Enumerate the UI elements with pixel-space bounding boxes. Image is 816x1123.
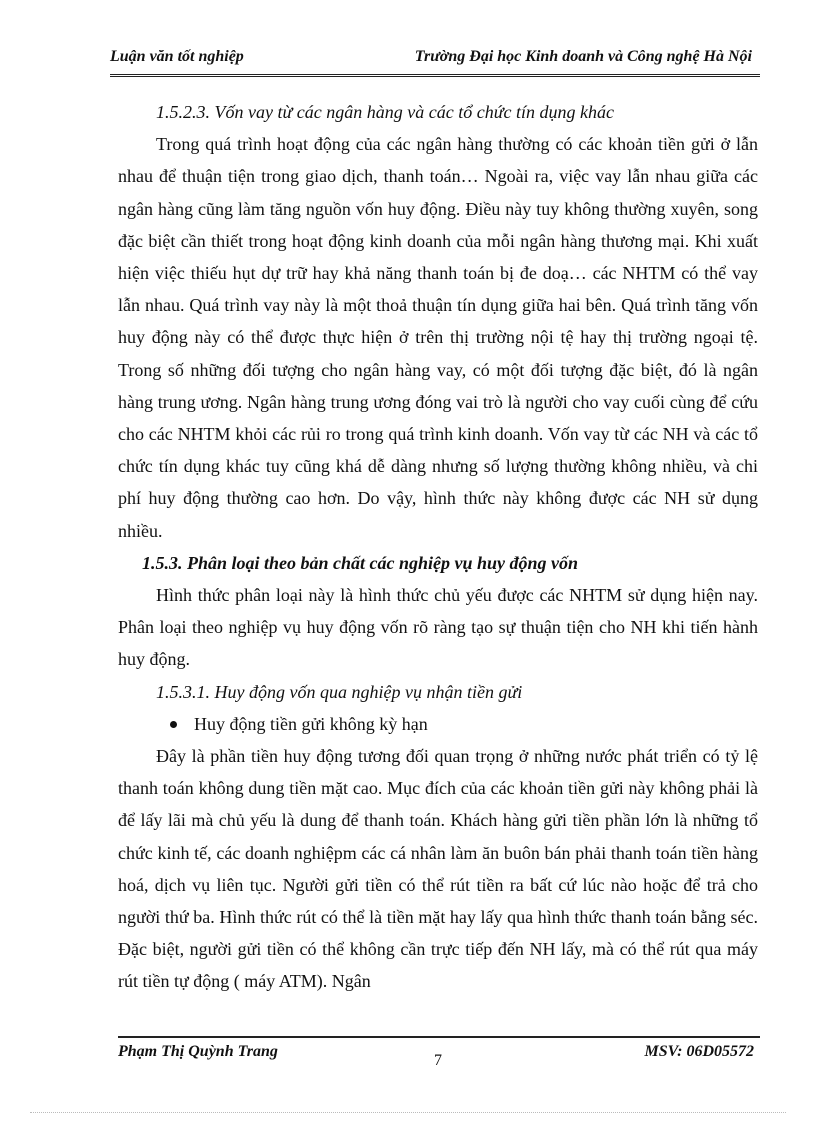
heading-1-5-3: 1.5.3. Phân loại theo bản chất các nghiệp vụ huy động vốn bbox=[142, 552, 579, 573]
paragraph-demand-deposits: Đây là phần tiền huy động tương đối quan trọng ở những nước phát triển có tỷ lệ thanh toán không dung tiền mặt cao. Mục đích của các khoản tiền gửi này không phải là để lấy lãi mà chủ yếu là dung để thanh toán. Khách hàng gửi tiền phần lớn là những tổ chức kinh tế, các doanh nghiệpm các cá nhân làm ăn buôn bán phải thanh toán tiền hàng hoá, dịch vụ liên tục. Người gửi tiền có thể rút tiền ra bất cứ lúc nào hoặc để trả cho người thứ ba. Hình thức rút có thể là tiền mặt hay lấy qua hình thức thanh toán bằng séc. Đặc biệt, người gửi tiền có thể không cần trực tiếp đến NH lấy, mà có thể rút qua máy rút tiền tự động ( máy ATM). Ngân bbox=[118, 746, 758, 992]
heading-1-5-3-1: 1.5.3.1. Huy động vốn qua nghiệp vụ nhận tiền gửi bbox=[156, 681, 523, 702]
header-thesis-label: Luận văn tốt nghiệp bbox=[110, 48, 244, 65]
page-number: 7 bbox=[434, 1052, 442, 1069]
bullet-item bbox=[118, 708, 758, 740]
footer-divider bbox=[118, 1036, 760, 1038]
page-body bbox=[118, 96, 758, 998]
page-edge-divider bbox=[30, 1112, 786, 1113]
header-university: Trường Đại học Kinh doanh và Công nghệ Hà Nội bbox=[414, 48, 752, 65]
footer-author: Phạm Thị Quỳnh Trang bbox=[118, 1043, 278, 1060]
paragraph-interbank-loans: Trong quá trình hoạt động của các ngân hàng thường có các khoản tiền gửi ở lẫn nhau để thuận tiện trong giao dịch, thanh toán… Ngoài ra, việc vay lẫn nhau giữa các ngân hàng cũng làm tăng nguồn vốn huy động. Điều này tuy không thường xuyên, song đặc biệt cần thiết trong hoạt động kinh doanh của mỗi ngân hàng thương mại. Khi xuất hiện việc thiếu hụt dự trữ hay khả năng thanh toán bị đe doạ… các NHTM có thể vay lẫn nhau. Quá trình vay này là một thoả thuận tín dụng giữa hai bên. Quá trình tăng vốn huy động này có thể được thực hiện ở trên thị trường nội tệ hay thị trường ngoại tệ. Trong số những đối tượng cho ngân hàng vay, có một đối tượng đặc biệt, đó là ngân hàng trung ương. Ngân hàng trung ương đóng vai trò là người cho vay cuối cùng để cứu cho các NHTM khỏi các rủi ro trong quá trình kinh doanh. Vốn vay từ các NH và các tổ chức tín dụng khác tuy cũng khá dễ dàng nhưng số lượng thường không nhiều, và chi phí huy động thường cao hơn. Do vậy, hình thức này không được các NH sử dụng nhiều. bbox=[118, 134, 758, 541]
heading-1-5-2-3: 1.5.2.3. Vốn vay từ các ngân hàng và các tổ chức tín dụng khác bbox=[156, 102, 615, 122]
bullet-text: Huy động tiền gửi không kỳ hạn bbox=[194, 713, 428, 734]
page-header bbox=[110, 44, 760, 77]
paragraph-classification: Hình thức phân loại này là hình thức chủ yếu được các NHTM sử dụng hiện nay. Phân loại theo nghiệp vụ huy động vốn rõ ràng tạo sự thuận tiện cho NH khi tiến hành huy động. bbox=[118, 585, 758, 670]
footer-student-id: MSV: 06D05572 bbox=[644, 1043, 754, 1060]
bullet-dot-icon bbox=[170, 721, 177, 728]
